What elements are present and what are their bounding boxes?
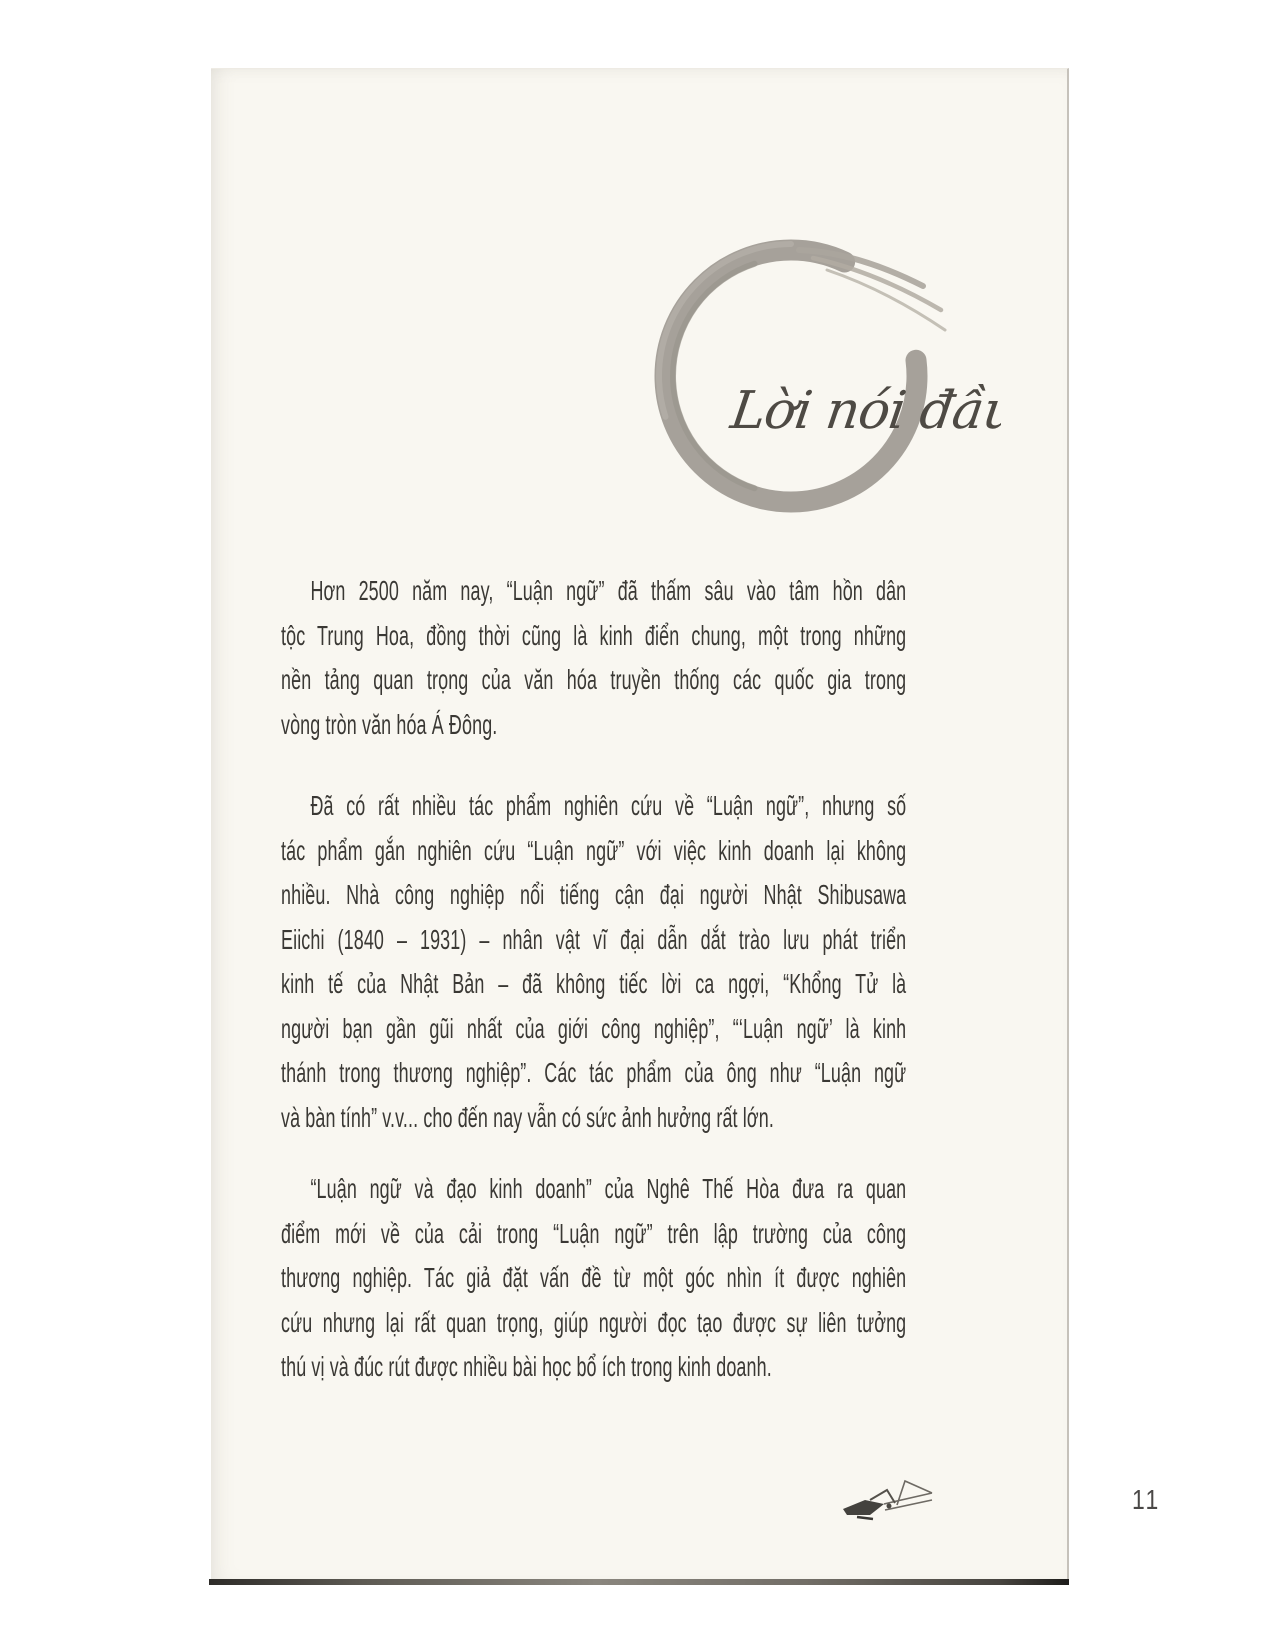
text-line: và bàn tính” v.v... cho đến nay vẫn có sức ảnh hưởng rất lớn. [281, 1101, 774, 1133]
text-line: cứu nhưng lại rất quan trọng, giúp người đọc tạo được sự liên tưởng [281, 1306, 907, 1338]
text-line: vòng tròn văn hóa Á Đông. [281, 708, 498, 740]
text-line: thương nghiệp. Tác giả đặt vấn đề từ một góc nhìn ít được nghiên [281, 1262, 907, 1293]
text-line: nền tảng quan trọng của văn hóa truyền thống các quốc gia trong [281, 664, 907, 695]
text-line: thánh trong thương nghiệp”. Các tác phẩm của ông như “Luận ngữ [281, 1057, 907, 1088]
paragraph-1 [281, 569, 906, 747]
text-line: “Luận ngữ và đạo kinh doanh” của Nghê Thế Hòa đưa ra quan [310, 1173, 907, 1204]
text-line: Eiichi (1840 – 1931) – nhân vật vĩ đại dẫn dắt trào lưu phát triển [281, 923, 907, 955]
text-line: tộc Trung Hoa, đồng thời cũng là kinh điển chung, một trong những [281, 619, 907, 651]
text-line: Hơn 2500 năm nay, “Luận ngữ” đã thấm sâu vào tâm hồn dân [310, 575, 907, 606]
page-number: 11 [1132, 1484, 1161, 1515]
text-line: người bạn gần gũi nhất của giới công nghiệp”, “‘Luận ngữ’ là kinh [281, 1012, 907, 1044]
text-line: kinh tế của Nhật Bản – đã không tiếc lời ca ngợi, “Khổng Tử là [281, 968, 907, 999]
text-line: thú vị và đúc rút được nhiều bài học bổ ích trong kinh doanh. [281, 1351, 772, 1382]
ink-brush-sketch-icon [839, 1479, 939, 1523]
text-line: tác phẩm gắn nghiên cứu “Luận ngữ” với việc kinh doanh lại không [281, 834, 907, 866]
paragraph-3 [281, 1167, 906, 1390]
paragraph-2 [281, 784, 906, 1140]
calligraphy-title: Lời nói đầu [727, 381, 1001, 441]
book-page [211, 68, 1161, 1579]
preface-heading [641, 224, 1001, 544]
preface-text [281, 569, 906, 1390]
text-line: điểm mới về của cải trong “Luận ngữ” trên lập trường của công [281, 1217, 907, 1249]
text-line: Đã có rất nhiều tác phẩm nghiên cứu về “Luận ngữ”, nhưng số [310, 790, 907, 821]
page-footer [839, 1475, 1161, 1535]
text-line: nhiều. Nhà công nghiệp nổi tiếng cận đại người Nhật Shibusawa [281, 879, 907, 910]
enso-brush-circle-icon [641, 224, 1001, 544]
